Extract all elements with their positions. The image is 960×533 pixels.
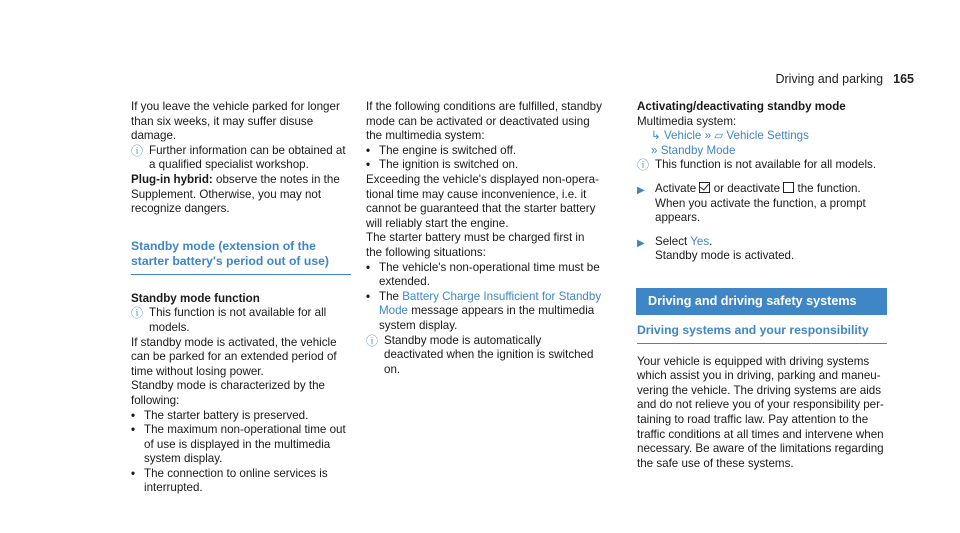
paragraph: The starter battery must be charged first in the following situations:: [366, 231, 585, 259]
step: [637, 182, 887, 226]
column-right: [637, 100, 887, 471]
list-item: • The engine is switched off.: [366, 144, 602, 159]
plug-in-label: Plug-in hybrid:: [131, 172, 213, 186]
multimedia-label: Multimedia system:: [637, 114, 737, 128]
chevron-double-icon: »: [651, 143, 658, 157]
list-item-text: The vehicle's non-operational time must be extended.: [379, 260, 600, 289]
menu-path: [637, 129, 887, 144]
info-text: This function is not available for all models.: [149, 306, 327, 334]
list-item-text: The maximum non-operational time out of use is displayed in the multimedia system display.: [144, 423, 346, 466]
text: the function.: [794, 181, 861, 195]
paragraph: Exceeding the vehicle's displayed non-operational time may cause inconvenience, i.e. it cannot be guaranteed that the starter battery will reliably start the engine.: [366, 172, 599, 230]
subheading: Activating/deactivating standby mode: [637, 100, 846, 113]
info-note: [131, 144, 351, 173]
paragraph: Standby mode is characterized by the following:: [131, 379, 325, 407]
step-text: [655, 235, 887, 264]
info-note: [637, 158, 887, 173]
list-item: • The Battery Charge Insufficient for Standby Mode message appears in the multimedia system display.: [366, 289, 602, 332]
text: .: [709, 234, 713, 248]
list-item: • The starter battery is preserved.: [131, 409, 351, 424]
chevron-double-icon: »: [704, 129, 712, 143]
column-middle: [366, 100, 602, 377]
paragraph: If you leave the vehicle parked for longer than six weeks, it may suffer disuse damage.: [131, 100, 340, 143]
list-item-text: The engine is switched off.: [379, 143, 517, 157]
section-title: Standby mode (extension of the starter battery's period out of use): [131, 239, 351, 275]
paragraph: If standby mode is activated, the vehicle can be parked for an extended period of time without losing power.: [131, 335, 337, 378]
info-icon: ⓘ: [131, 143, 144, 158]
info-text: Standby mode is automatically deactivated when the ignition is switched on.: [384, 333, 594, 376]
list-item: • The ignition is switched on.: [366, 158, 602, 173]
page-header: [775, 72, 914, 86]
step: [637, 235, 887, 264]
play-arrow-icon: ▶: [637, 184, 645, 196]
text: or deactivate: [710, 181, 784, 195]
header-title: Driving and parking: [775, 72, 884, 86]
list-item-text: The starter battery is preserved.: [144, 408, 309, 422]
info-note: [131, 306, 351, 335]
paragraph: Your vehicle is equipped with driving systems which assist you in driving, parking and maneuvering the vehicle. The driving systems are aids and do not relieve you of your responsibility pertaining to road traffic law. Pay attention to the traffic conditions at all times and intervene when necessary. Be aware of the limitations regarding the safe use of these systems.: [637, 354, 884, 470]
play-arrow-icon: ▶: [637, 237, 645, 249]
text: The: [379, 289, 403, 303]
list-item: • The vehicle's non-operational time must be extended.: [366, 261, 602, 290]
text: message appears in the multimedia system display.: [379, 304, 595, 332]
car-settings-icon: ▱: [714, 129, 724, 143]
return-arrow-icon: ↳: [651, 129, 661, 143]
info-icon: ⓘ: [637, 158, 650, 173]
list-item-text: The ignition is switched on.: [379, 158, 519, 172]
chapter-band: Driving and driving safety systems: [636, 288, 887, 315]
list-item-text: [379, 290, 602, 334]
text: Select: [655, 234, 691, 248]
page-number: 165: [893, 72, 914, 86]
path-vehicle-settings: Vehicle Settings: [726, 129, 809, 143]
info-text: This function is not available for all models.: [655, 158, 877, 172]
path-standby-mode: Standby Mode: [660, 143, 736, 157]
list-item: • The connection to online services is interrupted.: [131, 467, 351, 496]
section-title: Driving systems and your responsibility: [637, 323, 887, 344]
info-icon: ⓘ: [131, 306, 144, 321]
step-text: [655, 182, 887, 226]
info-text: Further information can be obtained at a qualified specialist workshop.: [149, 143, 346, 172]
battery-message-term: Battery Charge Insufficient for Standby Mode: [379, 289, 602, 318]
info-icon: ⓘ: [366, 333, 379, 348]
menu-path: [637, 144, 887, 159]
info-note: [366, 334, 602, 378]
checkbox-empty-icon: [783, 182, 794, 193]
checkbox-checked-icon: [699, 182, 710, 193]
plug-in-text: observe the notes in the Supplement. Otherwise, you may not recognize dangers.: [131, 172, 340, 216]
path-vehicle: Vehicle: [663, 129, 702, 143]
text: Activate: [655, 181, 700, 195]
subheading: Standby mode function: [131, 291, 260, 305]
paragraph: If the following conditions are fulfilled, standby mode can be activated or deactivated using the multimedia system:: [366, 100, 602, 143]
column-left: [131, 100, 351, 496]
text: Standby mode is activated.: [655, 249, 795, 263]
plug-in-hybrid-note: [131, 173, 351, 217]
list-item: • The maximum non-operational time out of use is displayed in the multimedia system display.: [131, 423, 351, 467]
list-item-text: The connection to online services is interrupted.: [144, 466, 328, 495]
text: When you activate the function, a prompt appears.: [655, 196, 866, 225]
yes-option: Yes: [690, 234, 710, 248]
